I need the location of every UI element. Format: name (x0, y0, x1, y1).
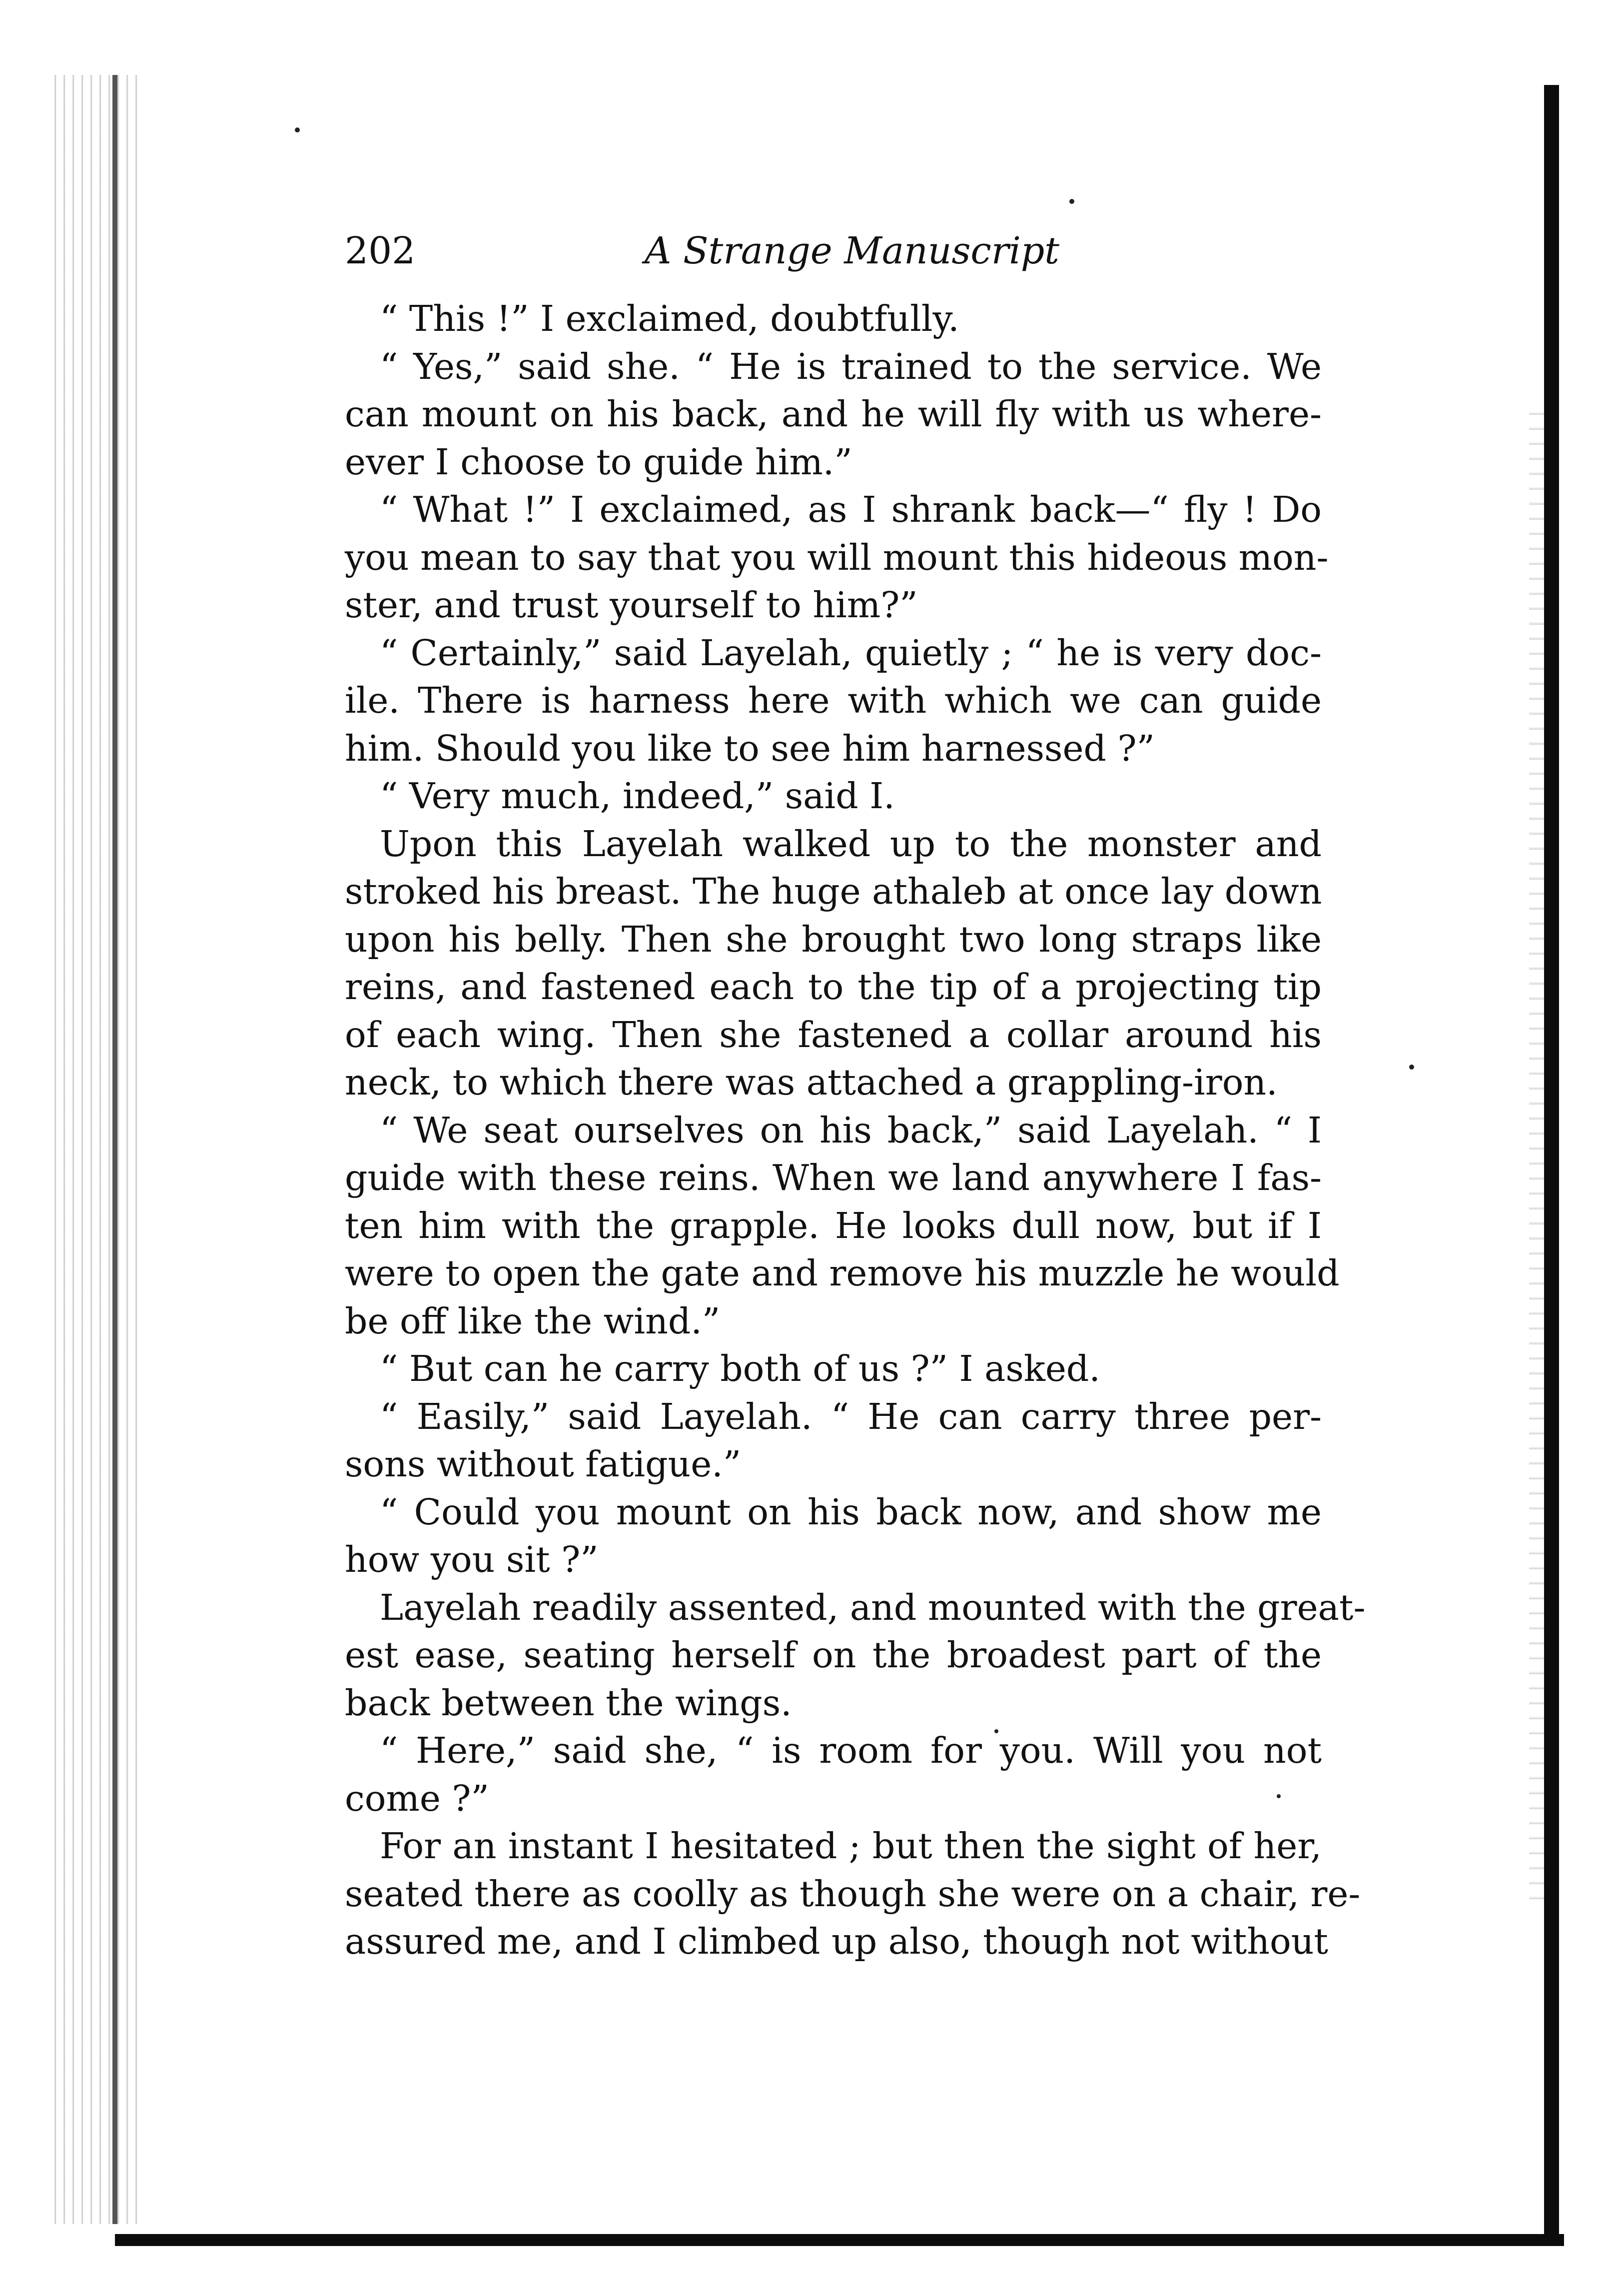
body-text (345, 295, 1366, 1966)
scan-speck (295, 127, 300, 132)
text-line: ever I choose to guide him.” (345, 441, 852, 483)
text-line: of each wing. Then she fastened a collar around his (345, 1014, 1322, 1056)
text-line: “ Certainly,” said Layelah, quietly ; “ he is very doc- (380, 632, 1322, 674)
scan-page-edge-bottom (115, 2234, 1564, 2246)
text-line: seated there as coolly as though she were on a chair, re- (345, 1873, 1361, 1915)
scan-speck (1069, 199, 1074, 204)
scan-speck (1409, 1065, 1414, 1070)
text-line: Layelah readily assented, and mounted with the great- (380, 1586, 1366, 1628)
text-line: ile. There is harness here with which we can guide (345, 680, 1322, 721)
text-line: were to open the gate and remove his muzzle he would (345, 1252, 1340, 1294)
text-line: him. Should you like to see him harnessed ?” (345, 727, 1155, 769)
text-line: reins, and fastened each to the tip of a projecting tip (345, 966, 1322, 1008)
text-line: back between the wings. (345, 1682, 792, 1724)
page-number: 202 (345, 229, 416, 272)
text-line: “ Here,” said she, “ is room for you. Will you not (380, 1730, 1322, 1771)
text-line: can mount on his back, and he will fly with us where- (345, 393, 1322, 435)
running-title: A Strange Manuscript (645, 229, 1060, 272)
text-line: “ Easily,” said Layelah. “ He can carry three per- (380, 1395, 1322, 1437)
scan-page-edge-right (1544, 85, 1559, 2234)
text-line: guide with these reins. When we land anywhere I fas- (345, 1157, 1322, 1198)
text-line: “ Could you mount on his back now, and show me (380, 1491, 1322, 1533)
text-line: upon his belly. Then she brought two long straps like (345, 918, 1322, 960)
text-line: how you sit ?” (345, 1539, 599, 1580)
text-line: ster, and trust yourself to him?” (345, 584, 918, 626)
text-line: neck, to which there was attached a grappling-iron. (345, 1062, 1278, 1103)
text-line: Upon this Layelah walked up to the monster and (380, 823, 1322, 865)
text-line: come ?” (345, 1777, 489, 1819)
text-line: assured me, and I climbed up also, though not without (345, 1921, 1328, 1962)
text-line: sons without fatigue.” (345, 1443, 742, 1485)
text-line: “ Very much, indeed,” said I. (380, 775, 895, 817)
text-line: stroked his breast. The huge athaleb at once lay down (345, 871, 1322, 912)
text-line: “ What !” I exclaimed, as I shrank back—“ fly ! Do (380, 489, 1322, 530)
text-line: be off like the wind.” (345, 1300, 721, 1342)
text-line: For an instant I hesitated ; but then the sight of her, (380, 1825, 1322, 1867)
scan-page-edge-left (112, 75, 117, 2224)
text-line: “ Yes,” said she. “ He is trained to the service. We (380, 345, 1322, 387)
scan-noise-right (1529, 400, 1544, 1899)
text-line: “ But can he carry both of us ?” I asked. (380, 1348, 1100, 1389)
text-line: “ We seat ourselves on his back,” said Layelah. “ I (380, 1109, 1322, 1151)
text-line: “ This !” I exclaimed, doubtfully. (380, 298, 959, 339)
text-line: est ease, seating herself on the broadest part of the (345, 1634, 1322, 1676)
page-header (345, 226, 1344, 281)
text-line: you mean to say that you will mount this hideous mon- (345, 536, 1329, 578)
text-line: ten him with the grapple. He looks dull now, but if I (345, 1204, 1322, 1246)
scan-binding-left (47, 75, 137, 2224)
